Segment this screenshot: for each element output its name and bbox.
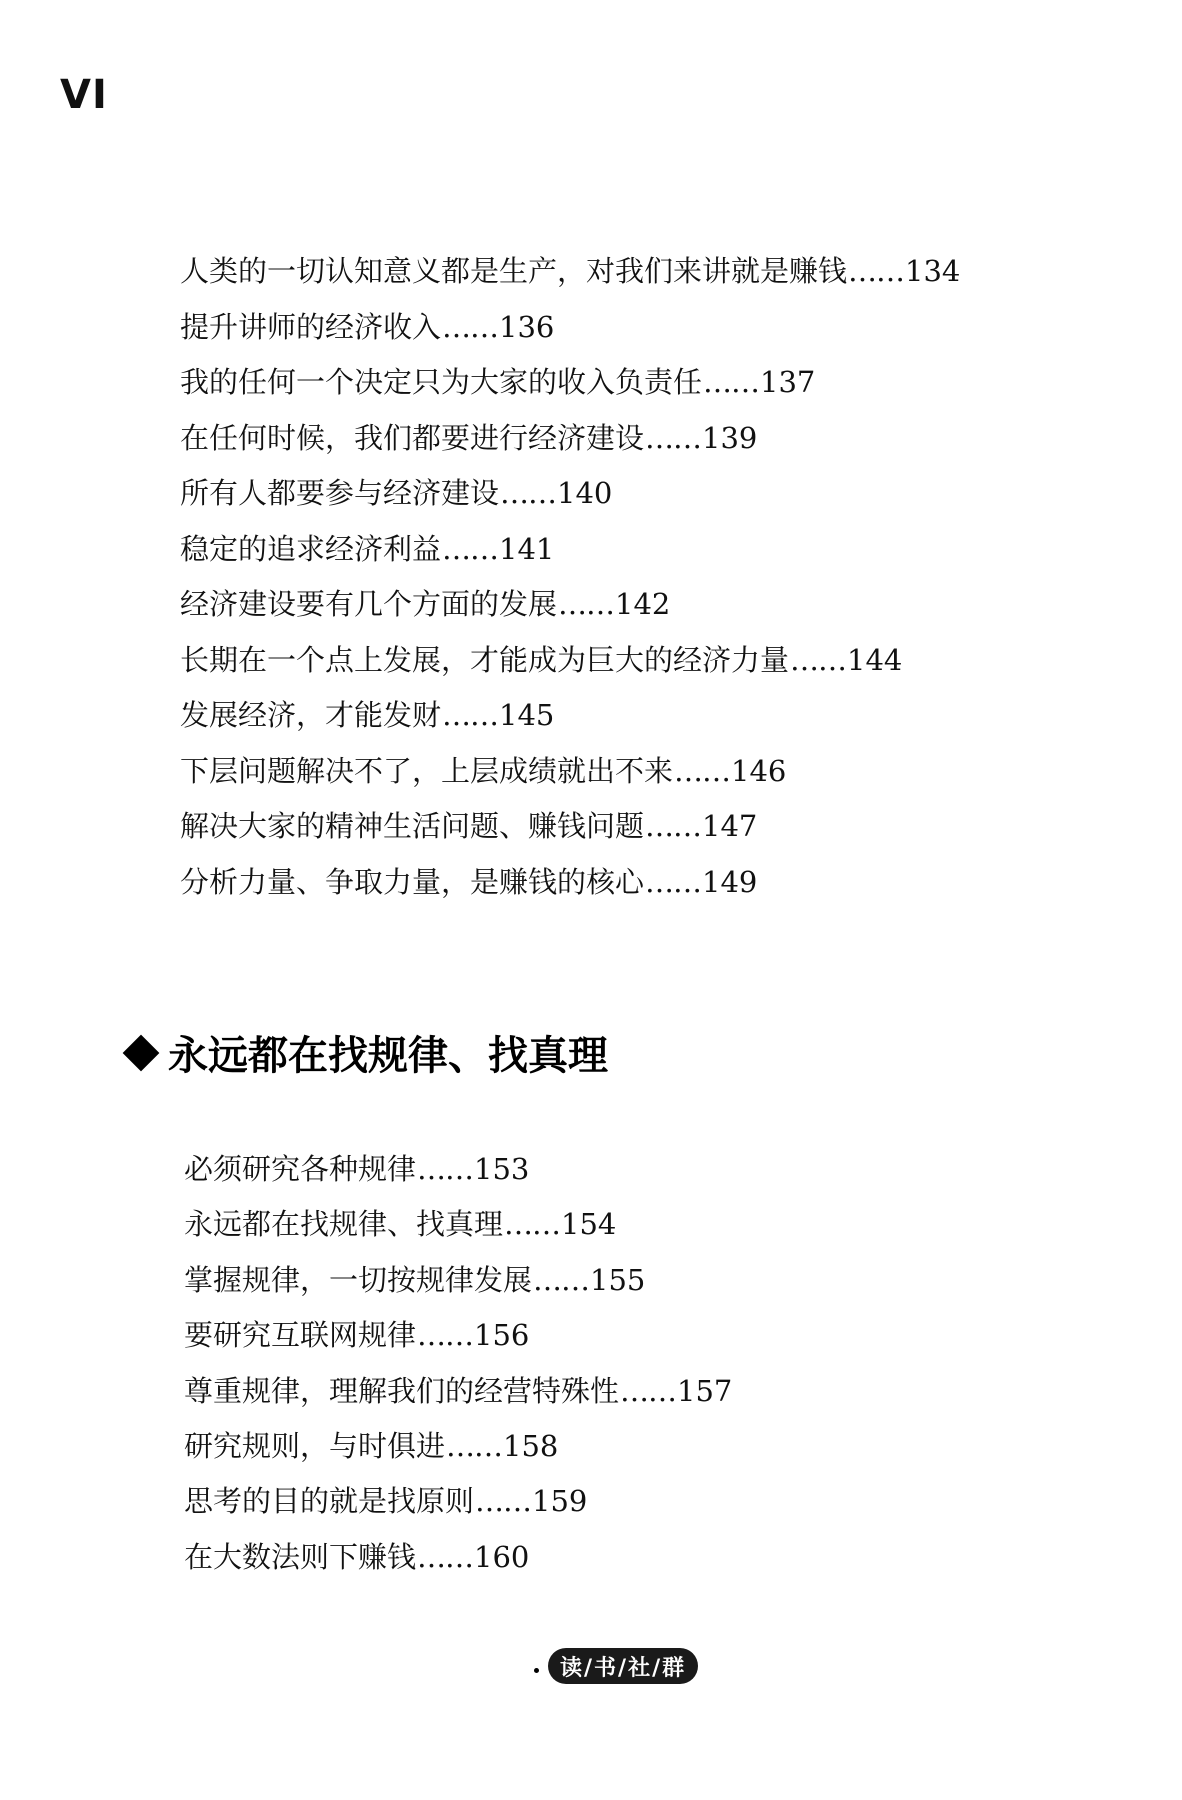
toc-entry-page: 149 bbox=[702, 864, 758, 899]
toc-entry-leader: …… bbox=[417, 1539, 474, 1574]
toc-entry[interactable] bbox=[184, 1253, 732, 1308]
toc-entry-title: 所有人都要参与经济建设 bbox=[180, 476, 500, 510]
toc-entry-leader: …… bbox=[848, 254, 905, 288]
toc-entry-leader: …… bbox=[442, 531, 499, 566]
toc-entry-leader: …… bbox=[504, 1207, 561, 1242]
toc-entry-leader: …… bbox=[417, 1318, 474, 1353]
toc-entry-leader: …… bbox=[442, 309, 499, 344]
toc-entry-title: 必须研究各种规律 bbox=[184, 1152, 417, 1186]
toc-entry-title: 发展经济，才能发财 bbox=[180, 698, 442, 732]
toc-entry[interactable] bbox=[180, 244, 960, 300]
diamond-bullet-icon bbox=[123, 1034, 160, 1071]
toc-entry[interactable] bbox=[180, 633, 960, 689]
toc-entry-page: 142 bbox=[615, 587, 671, 621]
toc-entry-page: 139 bbox=[702, 420, 758, 455]
toc-entry[interactable] bbox=[180, 855, 960, 911]
toc-entry-page: 136 bbox=[499, 309, 555, 344]
toc-entry[interactable] bbox=[180, 744, 960, 800]
toc-entry[interactable] bbox=[180, 799, 960, 855]
toc-entry-title: 在任何时候，我们都要进行经济建设 bbox=[180, 420, 645, 455]
toc-entry-page: 147 bbox=[702, 809, 758, 843]
toc-entry-page: 154 bbox=[561, 1207, 617, 1242]
toc-entry[interactable] bbox=[184, 1197, 732, 1252]
toc-entry-title: 尊重规律，理解我们的经营特殊性 bbox=[184, 1373, 620, 1408]
toc-entry-page: 153 bbox=[474, 1152, 530, 1186]
toc-entry[interactable] bbox=[184, 1474, 732, 1529]
toc-entry-leader: …… bbox=[620, 1373, 677, 1408]
toc-entry-page: 159 bbox=[532, 1484, 588, 1519]
toc-entry-page: 158 bbox=[503, 1428, 559, 1463]
toc-entry-leader: …… bbox=[645, 864, 702, 899]
watermark-dot bbox=[534, 1668, 539, 1673]
toc-entry-title: 下层问题解决不了，上层成绩就出不来 bbox=[180, 753, 674, 788]
toc-list-section-1 bbox=[180, 244, 960, 910]
toc-entry-leader: …… bbox=[558, 587, 615, 621]
toc-list-section-2 bbox=[184, 1142, 732, 1585]
toc-entry-leader: …… bbox=[446, 1428, 503, 1463]
toc-entry-page: 156 bbox=[474, 1318, 530, 1353]
toc-entry-title: 长期在一个点上发展，才能成为巨大的经济力量 bbox=[180, 642, 790, 677]
page-number: VI bbox=[60, 72, 108, 118]
toc-entry[interactable] bbox=[184, 1364, 732, 1419]
watermark-badge bbox=[548, 1648, 698, 1684]
section-heading bbox=[124, 1024, 608, 1081]
toc-entry-leader: …… bbox=[533, 1262, 590, 1297]
toc-entry-leader: …… bbox=[475, 1484, 532, 1519]
toc-entry-page: 137 bbox=[760, 365, 816, 399]
toc-entry[interactable] bbox=[180, 522, 960, 578]
toc-entry[interactable] bbox=[180, 688, 960, 744]
toc-entry[interactable] bbox=[184, 1530, 732, 1585]
toc-entry-title: 人类的一切认知意义都是生产，对我们来讲就是赚钱 bbox=[180, 254, 848, 288]
toc-entry-title: 提升讲师的经济收入 bbox=[180, 309, 442, 344]
toc-entry[interactable] bbox=[180, 300, 960, 356]
toc-entry-title: 解决大家的精神生活问题、赚钱问题 bbox=[180, 809, 645, 843]
toc-entry-page: 157 bbox=[677, 1373, 733, 1408]
toc-entry-page: 144 bbox=[847, 642, 903, 677]
toc-entry-leader: …… bbox=[417, 1152, 474, 1186]
toc-entry[interactable] bbox=[180, 411, 960, 467]
watermark-text: 读/书/社/群 bbox=[560, 1655, 687, 1681]
toc-entry-page: 155 bbox=[590, 1262, 646, 1297]
toc-entry-leader: …… bbox=[645, 420, 702, 455]
toc-entry-title: 研究规则，与时俱进 bbox=[184, 1428, 446, 1463]
toc-entry[interactable] bbox=[184, 1142, 732, 1197]
toc-entry-title: 经济建设要有几个方面的发展 bbox=[180, 587, 558, 621]
toc-entry-title: 要研究互联网规律 bbox=[184, 1318, 417, 1353]
toc-entry-page: 134 bbox=[905, 254, 961, 288]
toc-entry-leader: …… bbox=[790, 642, 847, 677]
toc-entry[interactable] bbox=[184, 1419, 732, 1474]
toc-entry-leader: …… bbox=[674, 753, 731, 788]
toc-entry-title: 掌握规律，一切按规律发展 bbox=[184, 1262, 533, 1297]
toc-entry-title: 我的任何一个决定只为大家的收入负责任 bbox=[180, 365, 703, 399]
toc-entry-page: 145 bbox=[499, 698, 555, 732]
toc-entry-page: 146 bbox=[731, 753, 787, 788]
toc-entry[interactable] bbox=[180, 355, 960, 411]
toc-entry-page: 141 bbox=[499, 531, 555, 566]
toc-entry-title: 思考的目的就是找原则 bbox=[184, 1484, 475, 1519]
toc-entry-title: 稳定的追求经济利益 bbox=[180, 531, 442, 566]
toc-entry-leader: …… bbox=[442, 698, 499, 732]
toc-entry-leader: …… bbox=[500, 476, 557, 510]
section-heading-title: 永远都在找规律、找真理 bbox=[168, 1033, 608, 1079]
toc-entry-page: 160 bbox=[474, 1539, 530, 1574]
toc-entry[interactable] bbox=[180, 577, 960, 633]
toc-entry-title: 在大数法则下赚钱 bbox=[184, 1539, 417, 1574]
toc-entry-leader: …… bbox=[703, 365, 760, 399]
toc-entry-leader: …… bbox=[645, 809, 702, 843]
toc-entry[interactable] bbox=[180, 466, 960, 522]
toc-entry-title: 永远都在找规律、找真理 bbox=[184, 1207, 504, 1242]
toc-entry[interactable] bbox=[184, 1308, 732, 1363]
toc-entry-page: 140 bbox=[557, 476, 613, 510]
toc-entry-title: 分析力量、争取力量，是赚钱的核心 bbox=[180, 864, 645, 899]
